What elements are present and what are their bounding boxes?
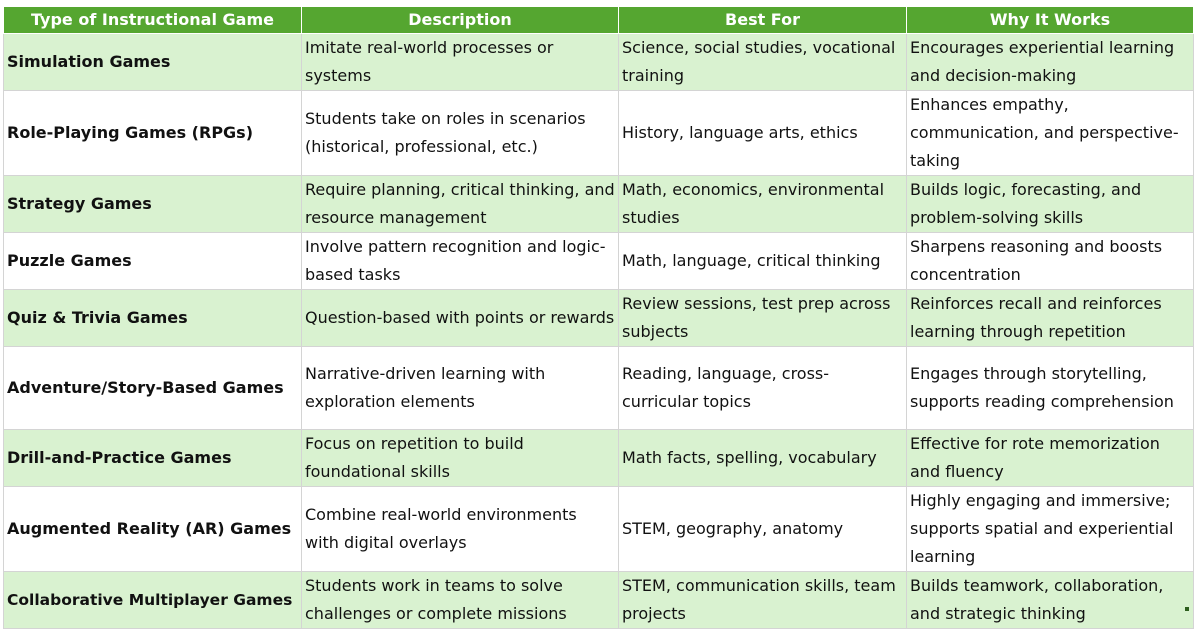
cell-type[interactable]: Augmented Reality (AR) Games: [4, 487, 302, 572]
cell-type[interactable]: Strategy Games: [4, 176, 302, 233]
cell-why[interactable]: Encourages experiential learning and decision-making: [907, 34, 1194, 91]
header-description[interactable]: Description: [302, 7, 619, 34]
cell-why[interactable]: Sharpens reasoning and boosts concentration: [907, 233, 1194, 290]
cell-type[interactable]: Role-Playing Games (RPGs): [4, 91, 302, 176]
table-row: [4, 347, 1194, 430]
cell-description[interactable]: Require planning, critical thinking, and resource management: [302, 176, 619, 233]
cell-why[interactable]: Engages through storytelling, supports reading comprehension: [907, 347, 1194, 430]
cell-why[interactable]: Highly engaging and immersive; supports spatial and experiential learning: [907, 487, 1194, 572]
cell-best-for[interactable]: Science, social studies, vocational training: [619, 34, 907, 91]
table-row: [4, 91, 1194, 176]
cell-why[interactable]: Reinforces recall and reinforces learning through repetition: [907, 290, 1194, 347]
cell-best-for[interactable]: STEM, communication skills, team projects: [619, 572, 907, 629]
cell-type[interactable]: Drill-and-Practice Games: [4, 430, 302, 487]
cell-description[interactable]: Question-based with points or rewards: [302, 290, 619, 347]
table-row: [4, 34, 1194, 91]
cell-best-for[interactable]: Math, language, critical thinking: [619, 233, 907, 290]
cell-description[interactable]: Combine real-world environments with digital overlays: [302, 487, 619, 572]
table-row: [4, 487, 1194, 572]
table-row: [4, 572, 1194, 629]
header-row: [4, 7, 1194, 34]
cell-description[interactable]: Narrative-driven learning with exploration elements: [302, 347, 619, 430]
cell-best-for[interactable]: Reading, language, cross-curricular topics: [619, 347, 907, 430]
cell-description[interactable]: Students work in teams to solve challenges or complete missions: [302, 572, 619, 629]
cell-best-for[interactable]: Math facts, spelling, vocabulary: [619, 430, 907, 487]
header-why-it-works[interactable]: Why It Works: [907, 7, 1194, 34]
cell-type[interactable]: Puzzle Games: [4, 233, 302, 290]
table-row: [4, 176, 1194, 233]
table-row: [4, 233, 1194, 290]
cell-description[interactable]: Focus on repetition to build foundational skills: [302, 430, 619, 487]
cell-description[interactable]: Students take on roles in scenarios (historical, professional, etc.): [302, 91, 619, 176]
cell-why[interactable]: Builds teamwork, collaboration, and strategic thinking: [907, 572, 1194, 629]
table-row: [4, 290, 1194, 347]
table-row: [4, 430, 1194, 487]
cell-type[interactable]: Quiz & Trivia Games: [4, 290, 302, 347]
cell-type[interactable]: Collaborative Multiplayer Games: [4, 572, 302, 629]
header-type[interactable]: Type of Instructional Game: [4, 7, 302, 34]
fill-handle[interactable]: [1185, 607, 1189, 611]
cell-why[interactable]: Effective for rote memorization and fluency: [907, 430, 1194, 487]
cell-best-for[interactable]: Review sessions, test prep across subjects: [619, 290, 907, 347]
cell-best-for[interactable]: History, language arts, ethics: [619, 91, 907, 176]
cell-type[interactable]: Simulation Games: [4, 34, 302, 91]
cell-description[interactable]: Imitate real-world processes or systems: [302, 34, 619, 91]
cell-why[interactable]: Enhances empathy, communication, and perspective-taking: [907, 91, 1194, 176]
cell-type[interactable]: Adventure/Story-Based Games: [4, 347, 302, 430]
cell-best-for[interactable]: Math, economics, environmental studies: [619, 176, 907, 233]
instructional-games-table: [3, 7, 1194, 629]
cell-why[interactable]: Builds logic, forecasting, and problem-solving skills: [907, 176, 1194, 233]
cell-best-for[interactable]: STEM, geography, anatomy: [619, 487, 907, 572]
cell-description[interactable]: Involve pattern recognition and logic-based tasks: [302, 233, 619, 290]
header-best-for[interactable]: Best For: [619, 7, 907, 34]
